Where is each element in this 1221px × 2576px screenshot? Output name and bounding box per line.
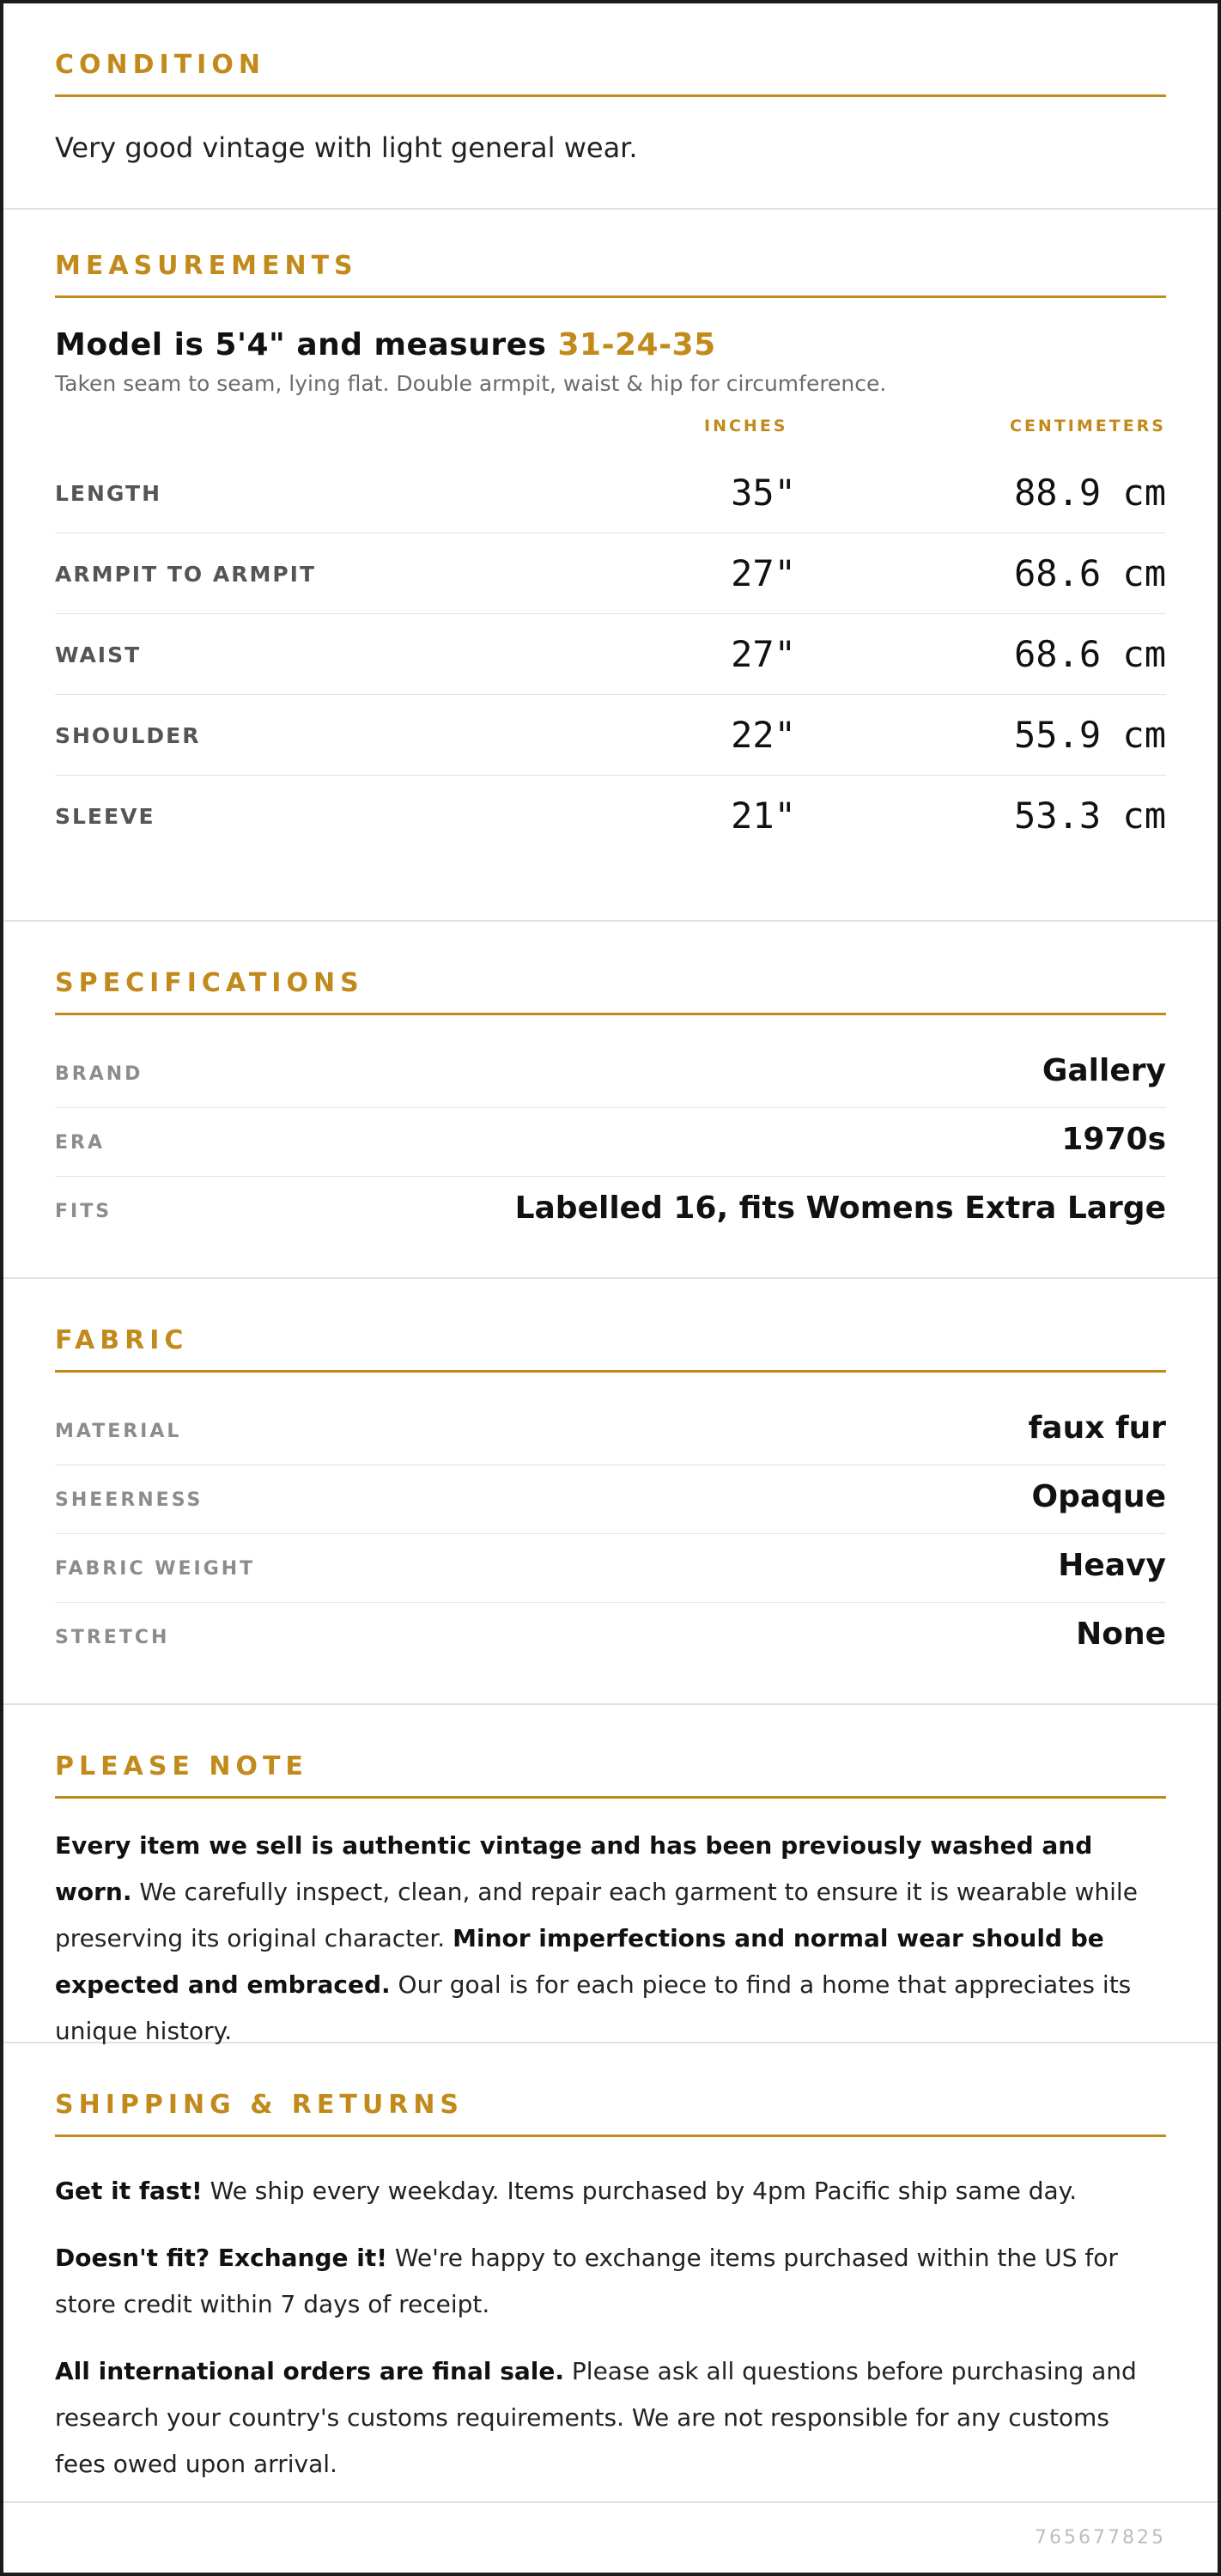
please-note-text: [55, 1823, 1166, 2055]
condition-heading: CONDITION: [55, 48, 1166, 97]
spec-row-fits: [55, 1177, 1166, 1245]
measurement-row-armpit: [55, 533, 1166, 614]
centimeters-column-header: CENTIMETERS: [1010, 417, 1166, 435]
measurement-inches: 27": [731, 633, 796, 675]
fabric-list: [55, 1397, 1166, 1672]
measurement-row-length: [55, 453, 1166, 533]
note-bold-2: Minor imperfections and normal wear should be expected and embraced.: [55, 1924, 1104, 1999]
shipping-text: We ship every weekday. Items purchased by 4pm Pacific ship same day.: [202, 2177, 1078, 2205]
measurement-row-sleeve: [55, 776, 1166, 856]
please-note-section: [3, 1705, 1218, 2043]
measurement-table: [55, 453, 1166, 856]
measurement-label: SLEEVE: [55, 804, 155, 829]
fabric-row-stretch: [55, 1603, 1166, 1672]
note-text-2: Our goal is for each piece to find a home that appreciates its unique history.: [55, 1970, 1132, 2045]
shipping-text: Please ask all questions before purchasing and research your country's customs requirements. We are not responsible for any customs fees owed upon arrival.: [55, 2357, 1137, 2478]
measurements-section: [3, 210, 1218, 922]
shipping-text: We're happy to exchange items purchased within the US for store credit within 7 days of receipt.: [55, 2244, 1118, 2318]
fabric-value: faux fur: [1028, 1410, 1166, 1446]
fabric-row-weight: [55, 1534, 1166, 1603]
fabric-row-sheerness: [55, 1465, 1166, 1534]
measurement-row-shoulder: [55, 695, 1166, 776]
spec-key: FITS: [55, 1201, 112, 1222]
inches-column-header: INCHES: [704, 417, 788, 435]
spec-key: BRAND: [55, 1063, 143, 1085]
fabric-key: SHEERNESS: [55, 1489, 204, 1511]
fabric-value: None: [1076, 1617, 1166, 1652]
measurement-label: WAIST: [55, 642, 142, 667]
measurement-cm: 68.6 cm: [1013, 633, 1166, 675]
spec-row-era: [55, 1108, 1166, 1177]
measurements-heading: MEASUREMENTS: [55, 249, 1166, 298]
fabric-heading: FABRIC: [55, 1324, 1166, 1373]
note-text-1: We carefully inspect, clean, and repair each garment to ensure it is wearable while preserving its original character.: [55, 1878, 1138, 1952]
model-measures-prefix: Model is 5'4" and measures: [55, 327, 558, 362]
shipping-bold: Get it fast!: [55, 2177, 203, 2205]
measurement-label: LENGTH: [55, 481, 161, 506]
measurement-inches: 21": [731, 795, 796, 837]
measurement-inches: 35": [731, 472, 796, 514]
spec-row-brand: [55, 1039, 1166, 1108]
condition-section: [3, 3, 1218, 210]
fabric-value: Opaque: [1031, 1479, 1166, 1514]
fabric-value: Heavy: [1058, 1548, 1166, 1583]
fabric-key: FABRIC WEIGHT: [55, 1558, 256, 1580]
fabric-key: MATERIAL: [55, 1421, 182, 1442]
fabric-key: STRETCH: [55, 1627, 170, 1648]
measurement-inches: 22": [731, 714, 796, 756]
specifications-list: [55, 1039, 1166, 1245]
model-measures: [55, 327, 1166, 362]
footer: [3, 2503, 1218, 2572]
sku-number: 765677825: [1035, 2527, 1166, 2549]
measurement-label: SHOULDER: [55, 723, 201, 748]
measurement-column-headers: [55, 396, 1166, 453]
note-bold-1: Every item we sell is authentic vintage and has been previously washed and worn.: [55, 1831, 1093, 1906]
measurement-cm: 68.6 cm: [1013, 552, 1166, 594]
shipping-paragraph-exchange: [55, 2235, 1166, 2328]
measurement-row-waist: [55, 614, 1166, 695]
measurement-cm: 88.9 cm: [1013, 472, 1166, 514]
shipping-heading: SHIPPING & RETURNS: [55, 2088, 1166, 2137]
shipping-paragraph-international: [55, 2348, 1166, 2488]
condition-text: Very good vintage with light general wear.: [55, 131, 638, 164]
model-measures-values: 31-24-35: [557, 327, 716, 362]
spec-value: Gallery: [1042, 1053, 1166, 1088]
spec-value: 1970s: [1061, 1122, 1166, 1157]
fabric-row-material: [55, 1397, 1166, 1465]
shipping-bold: All international orders are final sale.: [55, 2357, 565, 2385]
specifications-section: [3, 922, 1218, 1279]
measurement-inches: 27": [731, 552, 796, 594]
shipping-section: [3, 2043, 1218, 2503]
measurement-note: Taken seam to seam, lying flat. Double armpit, waist & hip for circumference.: [55, 371, 887, 396]
please-note-heading: PLEASE NOTE: [55, 1750, 1166, 1799]
spec-value: Labelled 16, fits Womens Extra Large: [514, 1191, 1166, 1226]
measurement-cm: 55.9 cm: [1013, 714, 1166, 756]
spec-key: ERA: [55, 1132, 105, 1154]
shipping-paragraph-fast: [55, 2168, 1166, 2214]
shipping-bold: Doesn't fit? Exchange it!: [55, 2244, 387, 2272]
measurement-label: ARMPIT TO ARMPIT: [55, 562, 317, 587]
specifications-heading: SPECIFICATIONS: [55, 966, 1166, 1015]
measurement-cm: 53.3 cm: [1013, 795, 1166, 837]
fabric-section: [3, 1279, 1218, 1705]
